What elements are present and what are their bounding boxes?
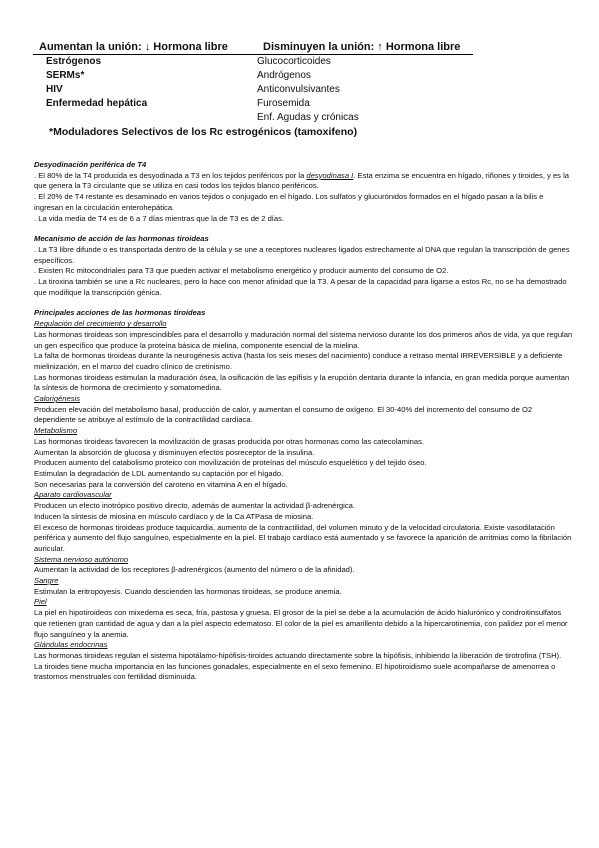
paragraph: La tiroides tiene mucha importancia en las funciones gonadales, especialmente en el sexo femenino. El hipotiroidismo suele acompañarse de amenorrea o trastornos menstruales con fertilidad disminuida. — [34, 661, 556, 682]
table-header — [33, 37, 473, 55]
paragraph: . La T3 libre difunde o es transportada dentro de la célula y se une a receptores nucleares ligados estrechamente al DNA que regulan la transcripción de genes específicos. — [34, 244, 570, 265]
paragraph: . El 20% de T4 restante es desaminado en varios tejidos o conjugado en el hígado. Los sulfatos y glucurónidos formados en el hígado pasan a la bilis e ingresan en la circulación enterohepática. — [34, 192, 544, 212]
paragraph: Aumentan la actividad de los receptores β-adrenérgicos (aumento del número o de la afinidad). — [34, 565, 355, 575]
paragraph: Las hormonas tiroideas favorecen la movilización de grasas producida por otras hormonas como las catecolaminas. — [34, 436, 425, 446]
section-title-actions: Principales acciones de las hormonas tiroideas — [34, 308, 206, 318]
deiodinase-term: desyodinasa I — [306, 170, 354, 180]
table-cell-right: Furosemida — [257, 98, 310, 109]
paragraph: Aumentan la absorción de glucosa y disminuyen efectos posreceptor de la insulina. — [34, 447, 315, 457]
document-body — [34, 160, 574, 683]
table-row — [33, 55, 473, 69]
paragraph: . Existen Rc mitocondriales para T3 que pueden activar el metabolismo energético y producir aumento del consumo de O2. — [34, 266, 449, 276]
paragraph: . La tiroxina también se une a Rc nucleares, pero lo hace con menor afinidad que la T3. A pesar de la capacidad para ligarse a estos Rc, no se ha demostrado que modifique la transcripción génica. — [34, 277, 567, 297]
spacer — [34, 298, 574, 308]
section-title-deiodination: Desyodinación periférica de T4 — [34, 160, 147, 169]
table-cell-left: Enfermedad hepática — [46, 98, 148, 109]
paragraph: Son necesarias para la conversión del caroteno en vitamina A en el hígado. — [34, 479, 288, 489]
paragraph: Las hormonas tiroideas son imprescindibles para el desarrollo y maduración normal del sistema nervioso durante los dos primeros años de vida, ya que regulan un gen específico que produce la proteína básica de mielina, componente esencial de la mielina. — [34, 329, 573, 350]
table-row — [33, 69, 473, 83]
table-cell-right: Anticonvulsivantes — [257, 84, 340, 95]
spacer — [34, 224, 574, 234]
paragraph — [34, 171, 574, 192]
table-header-left: Aumentan la unión: ↓ Hormona libre — [39, 41, 228, 53]
table-cell-right: Enf. Agudas y crónicas — [257, 112, 359, 123]
subsection-title-skin: Piel — [34, 597, 47, 607]
subsection-title-growth: Regulación del crecimiento y desarrollo — [34, 319, 167, 329]
paragraph: Estimulan la degradación de LDL aumentando su captación por el hígado. — [34, 468, 284, 478]
table-header-right: Disminuyen la unión: ↑ Hormona libre — [263, 41, 461, 53]
paragraph: Producen elevación del metabolismo basal, producción de calor, y aumentan el consumo de oxígeno. El 30-40% del incremento del consumo de O2 dependiente se atribuye al estímulo de la contractilidad cardíaca. — [34, 404, 533, 425]
table-cell-left — [33, 111, 253, 125]
subsection-title-autonomic: Sistema nervioso autónomo — [34, 554, 129, 564]
binding-table — [33, 37, 473, 138]
table-row — [33, 83, 473, 97]
subsection-title-calorigenesis: Calorigénesis — [34, 394, 81, 404]
table-footnote: *Moduladores Selectivos de los Rc estrogénicos (tamoxifeno) — [49, 126, 358, 138]
paragraph: El exceso de hormonas tiroideas produce taquicardia, aumento de la contractilidad, del volumen minuto y de la velocidad circulatoria. Existe vasodilatación periférica y aumento del flujo sanguíneo, especialmente en la piel. El trabajo cardíaco está aumentado y se favorece la aparición de arritmias como la fibrilación auricular. — [34, 522, 572, 553]
paragraph-text: . Esta enzima se encuentra en hígado, riñones y tiroides, y es la que genera la T3 circulante que se utiliza en casi todos los tejidos blanco periféricos. — [34, 170, 569, 191]
table-cell-right: Andrógenos — [257, 70, 311, 81]
table-cell-left: Estrógenos — [46, 56, 102, 67]
subsection-title-endocrine: Glándulas endocrinas — [34, 640, 108, 650]
paragraph-text: . El 80% de la T4 producida es desyodinada a T3 en los tejidos periféricos por la — [34, 170, 307, 180]
table-cell-left: HIV — [46, 84, 63, 95]
table-row — [33, 111, 473, 125]
subsection-title-blood: Sangre — [34, 576, 59, 586]
paragraph: Estimulan la eritropoyesis. Cuando descienden las hormonas tiroideas, se produce anemia. — [34, 586, 342, 596]
section-title-mechanism: Mecanismo de acción de las hormonas tiroideas — [34, 234, 209, 244]
subsection-title-metabolism: Metabolismo — [34, 426, 78, 436]
paragraph: Las hormonas tiroideas estimulan la maduración ósea, la osificación de las epífisis y la erupción dentaria durante la infancia, en gran medida porque aumentan la síntesis de hormona de crecimiento y somatomedina. — [34, 372, 570, 393]
paragraph: La piel en hipotiroideos con mixedema es seca, fría, pastosa y gruesa. El grosor de la piel se debe a la acumulación de ácido hialurónico y condroitinsulfatos que retienen gran cantidad de agua y dan a la piel aspecto edematoso. El color de la piel es amarillento debido a la hipercarotinemia, con palidez por el menor flujo sanguíneo y la anemia. — [34, 608, 568, 639]
paragraph: Producen aumento del catabolismo proteico con movilización de proteínas del músculo esquelético y del tejido óseo. — [34, 458, 427, 468]
paragraph: La falta de hormonas tiroideas durante la neurogénesis activa (hasta los seis meses del nacimiento) conduce a retraso mental IRREVERSIBLE y a deficiente mielinización, en el marco del cuadro clínico de cretinismo. — [34, 351, 563, 371]
table-cell-right: Glucocorticoides — [257, 56, 331, 67]
paragraph: Inducen la síntesis de miosina en músculo cardíaco y de la Ca ATPasa de miosina. — [34, 511, 314, 521]
subsection-title-cardiovascular: Aparato cardiovascular — [34, 490, 112, 500]
table-cell-left: SERMs* — [46, 70, 85, 81]
paragraph: Producen un efecto inotrópico positivo directo, además de aumentar la actividad β-adrenérgica. — [34, 501, 355, 511]
table-row — [33, 97, 473, 111]
paragraph: . La vida media de T4 es de 6 a 7 días mientras que la de T3 es de 2 días. — [34, 213, 285, 223]
paragraph: Las hormonas tiroideas regulan el sistema hipotálamo-hipófisis-tiroides actuando directamente sobre la hipófisis, inhibiendo la liberación de tirotrofina (TSH). — [34, 650, 562, 660]
